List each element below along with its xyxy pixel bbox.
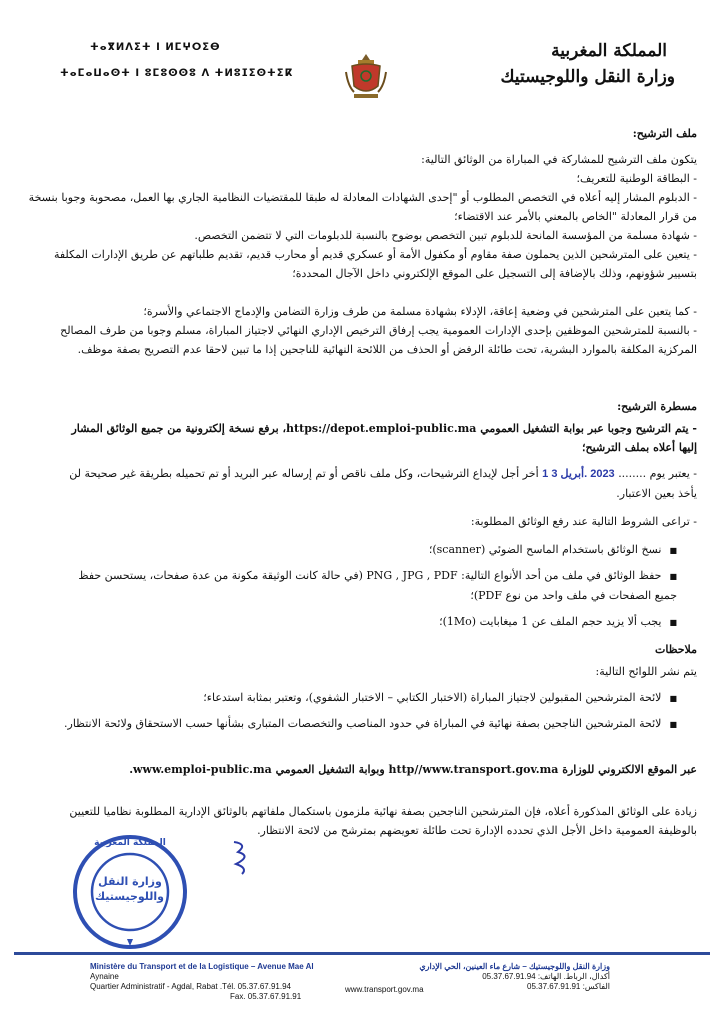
footer-phone-ar: أكدال، الرباط. الهاتف: 05.37.67.91.94: [482, 972, 610, 981]
kingdom-title-tifinagh: ⵜⴰⴳⵍⴷⵉⵜ ⵏ ⵍⵎⵖⵔⵉⴱ: [90, 42, 221, 53]
notes-section-title: ملاحظات: [655, 643, 697, 656]
deadline-handwritten-date: 2023 .أبريل 3 1: [542, 468, 615, 480]
notes-intro: يتم نشر اللوائح التالية:: [595, 665, 697, 678]
notes-item-admitted: ■ لائحة المترشحين المقبولين لاجتياز المباراة (الاختبار الكتابي – الاختبار الشفوي)، وتعتبر بمثابة استدعاء؛: [57, 688, 677, 708]
dossier-item-veterans: - يتعين على المترشحين الذين يحملون صفة مقاوم أو مكفول الأمة أو عسكري قديم أو محارب قديم، تقديم طلباتهم عن طريق الإدارات المكلفة بتسيير شؤونهم، وذلك بالإضافة إلى التسجيل على الموقع الإلكتروني داخل الآجال المحددة؛: [53, 248, 697, 280]
footer-website[interactable]: www.transport.gov.ma: [345, 985, 424, 994]
footer-aynaine: Aynaine: [90, 972, 119, 981]
deadline-suffix: أخر أجل لإيداع الترشيحات، وكل ملف ناقص أو تم إرساله عبر البريد أو تم تحميله بطريقة غير صحيحة لن يأخذ بعين الاعتبار.: [69, 467, 697, 500]
official-stamp: [70, 832, 190, 952]
footer-address-fr: [90, 962, 340, 1002]
dossier-item-civil-servants: - بالنسبة للمترشحين الموظفين بإحدى الإدارات العمومية يجب إرفاق الترخيص الإداري النهائي لاجتياز المباراة، مسلم وجوبا من طرف المصالح المركزية المكلفة بالموارد البشرية، تحت طائلة الرفض أو الحذف من اللائحة النهائية للناجحين إذا ما تبين لاحقا عدم التصريح بصفة موظف.: [60, 324, 697, 356]
condition-file-format: ■ حفظ الوثائق في ملف من أحد الأنواع التالية: PNG , JPG , PDF (في حالة كانت الوثيقة مكونة من عدة صفحات، يستحسن حفظ جميع الصفحات في ملف واحد من نوع PDF)؛: [57, 566, 677, 605]
footer-fax-fr: Fax. 05.37.67.91.91: [230, 992, 302, 1001]
dossier-item-disability: - كما يتعين على المترشحين في وضعية إعاقة، الإدلاء بشهادة مسلمة من طرف وزارة التضامن والإدماج الاجتماعي والأسرة؛: [143, 305, 697, 318]
condition-file-size: ■ يجب ألا يزيد حجم الملف عن 1 ميغابايت (1Mo)؛: [57, 612, 677, 632]
procedure-upload-instruction: - يتم الترشيح وجوبا عبر بوابة التشغيل العمومي https://depot.emploi-public.ma، برفع نسخة إلكترونية من جميع الوثائق المشار إليها أعلاه بملف الترشيح؛: [71, 422, 697, 454]
procedure-conditions-intro: - تراعى الشروط التالية عند رفع الوثائق المطلوبة:: [470, 515, 697, 528]
coat-of-arms-emblem: [344, 52, 388, 102]
ministry-title-ar: وزارة النقل واللوجيستيك: [500, 67, 675, 87]
stamp-center-text: وزارة النقل واللوجيستيك: [95, 875, 164, 903]
ministry-title-tifinagh: ⵜⴰⵎⴰⵡⴰⵙⵜ ⵏ ⵓⵎⵓⵙⵙⵓ ⴷ ⵜⵍⵓⵊⵉⵙⵜⵉⴽ: [60, 68, 294, 79]
footer-ministry-fr: Ministère du Transport et de la Logistique – Avenue Mae Al: [90, 962, 314, 971]
closing-paragraph: زيادة على الوثائق المذكورة أعلاه، فإن المترشحين الناجحين بصفة نهائية ملزمون باستكمال ملفاتهم بالوثائق الإدارية المطلوبة نظاميا للتعيين بالوظيفة العمومية داخل الأجل الذي تحدده الإدارة تحت طائلة تعويضهم بمترشح من لائحة الانتظار.: [69, 805, 697, 837]
dossier-item-certificate: - شهادة مسلمة من المؤسسة المانحة للدبلوم تبين التخصص بوضوح بالنسبة للدبلومات التي لا تتضمن التخصص.: [194, 229, 697, 242]
footer-fax-ar: الفاكس: 05.37.67.91.91: [527, 982, 610, 991]
dossier-item-diploma: - الدبلوم المشار إليه أعلاه في التخصص المطلوب أو "إحدى الشهادات المعادلة له طبقا للمقتضيات النظامية الجاري بها العمل، مصحوبة وجوبا بنسخة من قرار المعادلة "الخاص بالمعني بالأمر عند الاقتضاء؛: [28, 191, 697, 223]
condition-scanner: ■ نسخ الوثائق باستخدام الماسح الضوئي (scanner)؛: [57, 540, 677, 560]
footer-address-ar: [370, 962, 610, 992]
dossier-item-id-card: - البطاقة الوطنية للتعريف؛: [576, 172, 697, 185]
footer-quartier-tel: Quartier Administratif - Agdal, Rabat .Tél. 05.37.67.91.94: [90, 982, 291, 991]
procedure-deadline: [57, 464, 697, 503]
procedure-section-title: مسطرة الترشيح:: [617, 400, 697, 413]
deadline-prefix: - يعتبر يوم ........: [618, 467, 697, 480]
dossier-section-title: ملف الترشيح:: [632, 127, 697, 140]
notes-websites: عبر الموقع الالكتروني للوزارة http//www.transport.gov.ma وبوابة التشغيل العمومي www.emploi-public.ma.: [129, 763, 697, 776]
kingdom-title-ar: المملكة المغربية: [551, 41, 667, 61]
notes-item-final-results: ■ لائحة المترشحين الناجحين بصفة نهائية في المباراة في حدود المناصب والتخصصات المتبارى بشأنها حسب الاستحقاق ولائحة الانتظار.: [57, 714, 677, 734]
footer-divider: [14, 952, 710, 955]
stamp-ring-text: المملكة المغربية: [94, 838, 166, 848]
signature: [228, 838, 258, 878]
footer-ministry-ar: وزارة النقل واللوجيستيك – شارع ماء العينين، الحي الإداري: [419, 962, 610, 971]
dossier-intro: يتكون ملف الترشيح للمشاركة في المباراة من الوثائق التالية:: [421, 153, 697, 166]
